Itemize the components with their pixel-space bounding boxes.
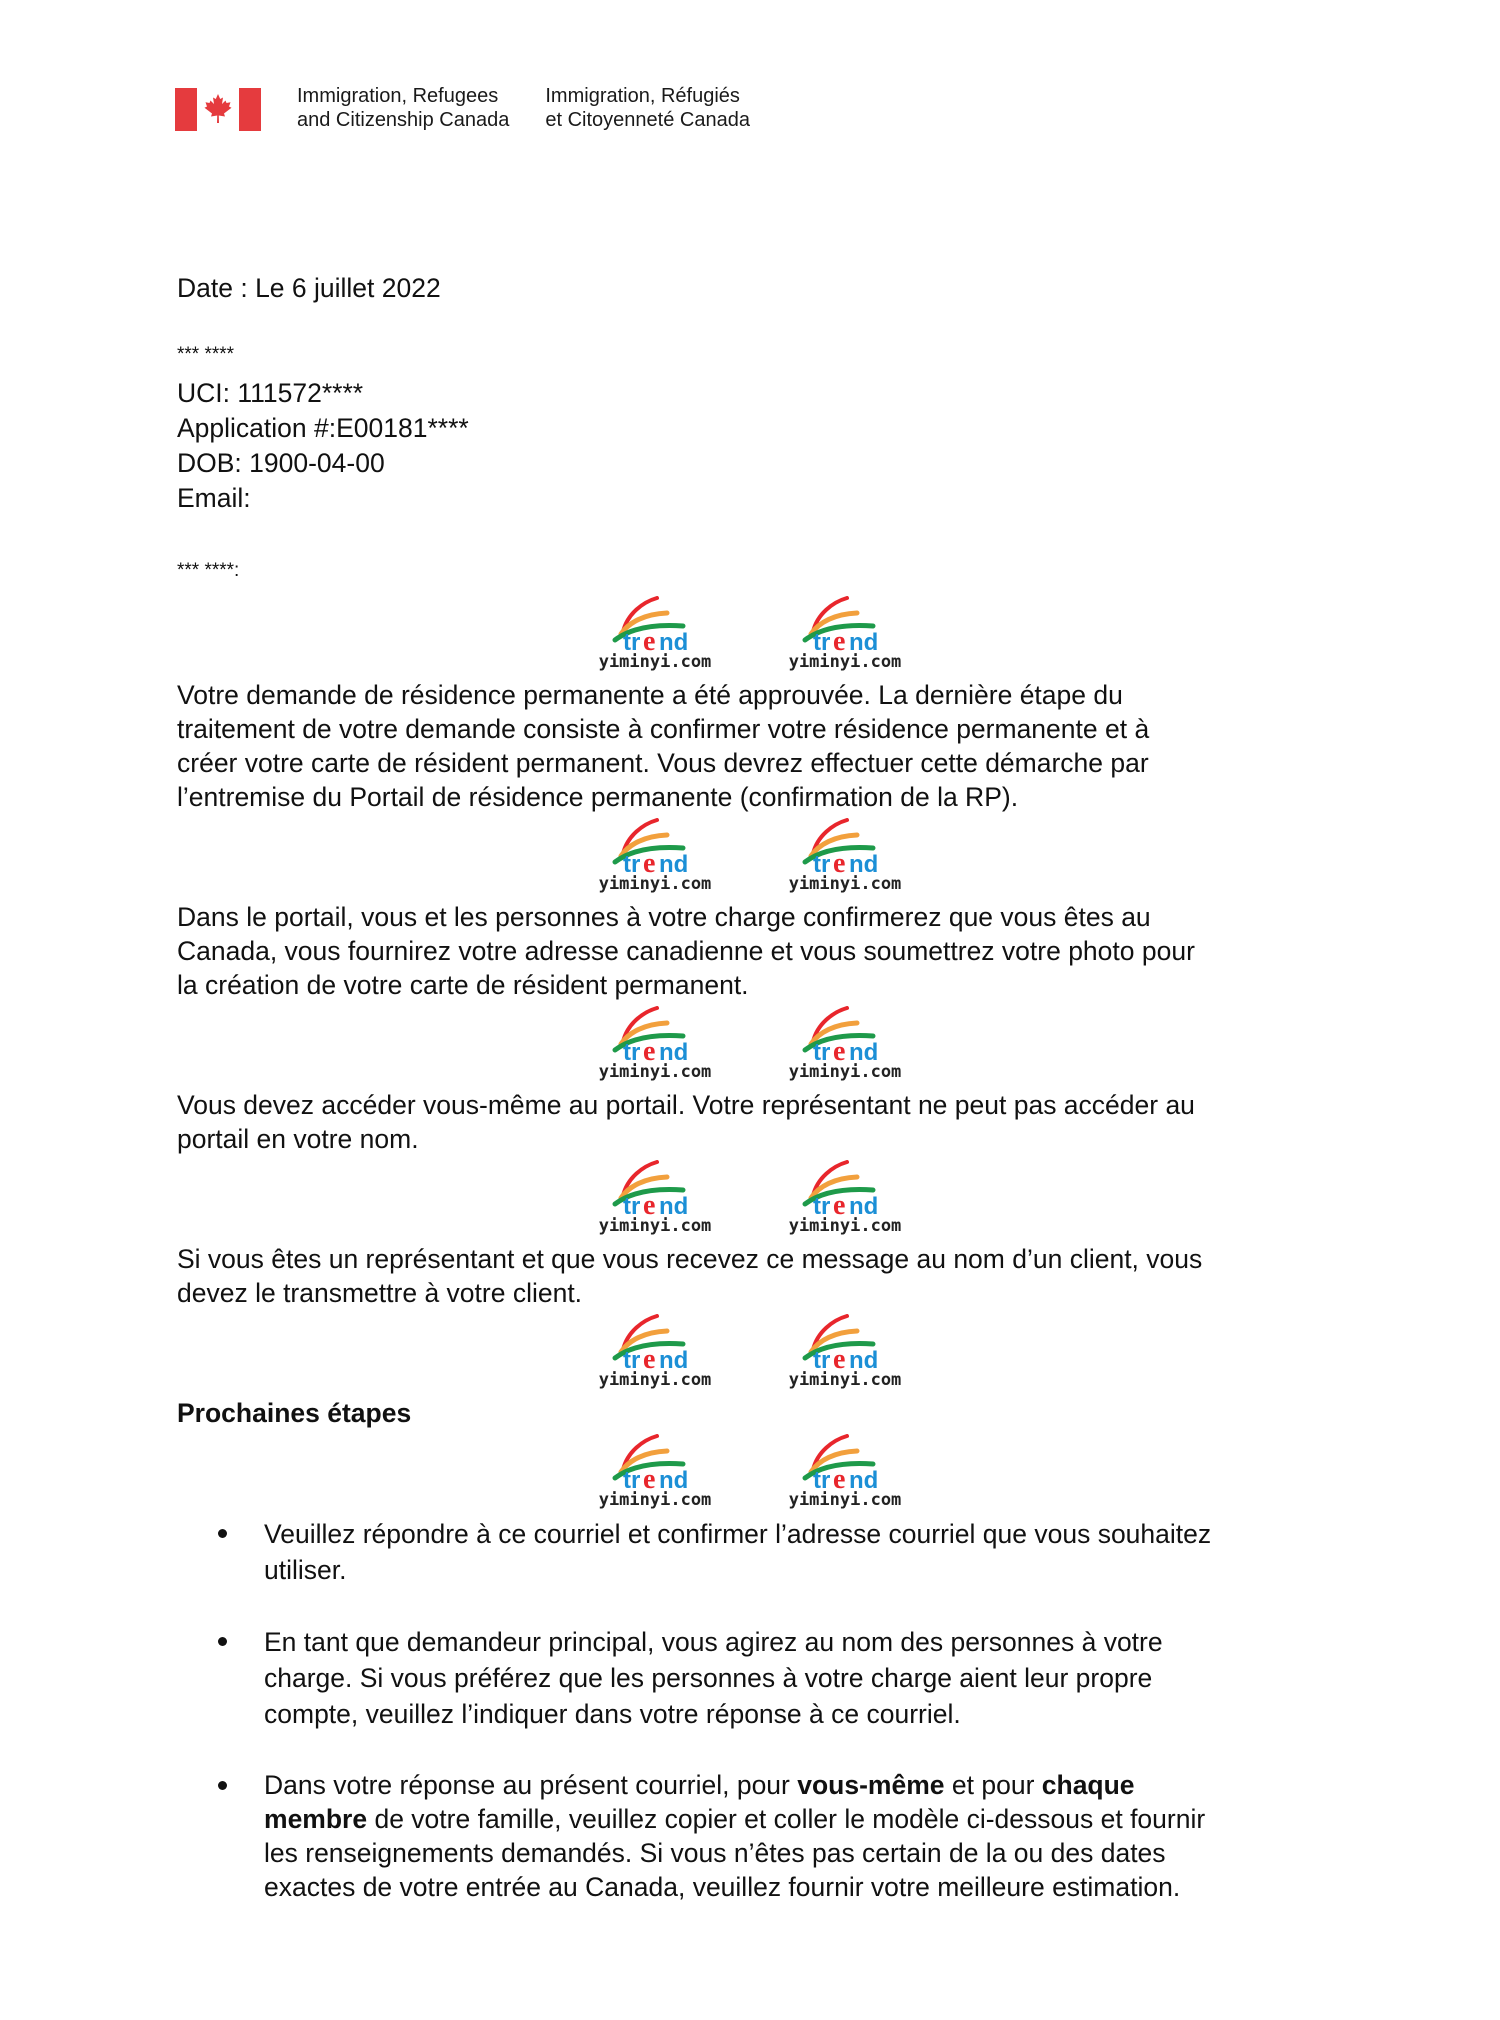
list-item-line bbox=[264, 1768, 1338, 1802]
svg-text:tr: tr bbox=[813, 1193, 831, 1216]
svg-text:e: e bbox=[833, 626, 846, 652]
watermark-logo bbox=[585, 1314, 725, 1390]
trend-logo-icon bbox=[795, 1006, 895, 1062]
watermark-row bbox=[177, 1314, 1337, 1392]
watermark-url: yiminyi.com bbox=[598, 1216, 712, 1236]
watermark-logo bbox=[775, 1314, 915, 1390]
watermark-logo bbox=[775, 1434, 915, 1510]
list-item-line: compte, veuillez l’indiquer dans votre réponse à ce courriel. bbox=[264, 1699, 961, 1729]
list-item-line: exactes de votre entrée au Canada, veuillez fournir votre meilleure estimation. bbox=[264, 1872, 1181, 1902]
watermark-logo bbox=[585, 1160, 725, 1236]
trend-logo-icon bbox=[795, 1314, 895, 1370]
paragraph-line: portail en votre nom. bbox=[177, 1124, 419, 1154]
text-run: Dans votre réponse au présent courriel, pour bbox=[264, 1770, 798, 1800]
bullet-icon bbox=[218, 1529, 227, 1538]
recipient-name: *** **** bbox=[177, 344, 235, 365]
watermark-logo bbox=[775, 1006, 915, 1082]
svg-text:tr: tr bbox=[623, 851, 641, 874]
watermark-logo bbox=[585, 818, 725, 894]
paragraph-line: traitement de votre demande consiste à confirmer votre résidence permanente et à bbox=[177, 714, 1150, 744]
svg-text:tr: tr bbox=[623, 629, 641, 652]
bullet-icon bbox=[218, 1637, 227, 1646]
letterhead bbox=[175, 86, 1500, 134]
svg-text:e: e bbox=[833, 1190, 846, 1216]
list-item bbox=[218, 1768, 1338, 1904]
svg-text:nd: nd bbox=[659, 1193, 689, 1216]
paragraph-line: Dans le portail, vous et les personnes à votre charge confirmerez que vous êtes au bbox=[177, 902, 1151, 932]
svg-text:nd: nd bbox=[849, 851, 879, 874]
trend-logo-icon bbox=[795, 818, 895, 874]
paragraph-approval bbox=[177, 678, 1337, 814]
list-item bbox=[218, 1516, 1338, 1588]
watermark-row bbox=[177, 1160, 1337, 1238]
email-label: Email: bbox=[177, 483, 251, 513]
list-item-line: Veuillez répondre à ce courriel et confirmer l’adresse courriel que vous souhaitez bbox=[264, 1519, 1212, 1549]
svg-text:e: e bbox=[643, 1036, 656, 1062]
paragraph-line: Vous devez accéder vous-même au portail. Votre représentant ne peut pas accéder au bbox=[177, 1090, 1195, 1120]
list-item-line: En tant que demandeur principal, vous agirez au nom des personnes à votre bbox=[264, 1627, 1163, 1657]
department-en-line-1: Immigration, Refugees bbox=[297, 85, 499, 107]
svg-text:tr: tr bbox=[813, 1347, 831, 1370]
watermark-url: yiminyi.com bbox=[598, 874, 712, 894]
letter-date: Date : Le 6 juillet 2022 bbox=[177, 273, 441, 303]
paragraph-line: devez le transmettre à votre client. bbox=[177, 1278, 583, 1308]
date-of-birth: DOB: 1900-04-00 bbox=[177, 448, 385, 478]
paragraph-line: Votre demande de résidence permanente a été approuvée. La dernière étape du bbox=[177, 680, 1123, 710]
svg-text:e: e bbox=[833, 1036, 846, 1062]
trend-logo-icon bbox=[795, 1434, 895, 1490]
watermark-row bbox=[177, 1006, 1337, 1084]
department-en-line-2: and Citizenship Canada bbox=[297, 109, 510, 131]
watermark-url: yiminyi.com bbox=[788, 1216, 902, 1236]
bold-text-run: chaque bbox=[1041, 1770, 1135, 1800]
paragraph-line: Canada, vous fournirez votre adresse canadienne et vous soumettrez votre photo pour bbox=[177, 936, 1195, 966]
svg-text:nd: nd bbox=[849, 1193, 879, 1216]
trend-logo-icon bbox=[605, 1434, 705, 1490]
watermark-url: yiminyi.com bbox=[788, 1490, 902, 1510]
watermark-row bbox=[177, 596, 1337, 674]
trend-logo-icon bbox=[605, 818, 705, 874]
svg-text:tr: tr bbox=[623, 1347, 641, 1370]
bullet-icon bbox=[218, 1781, 227, 1790]
watermark-url: yiminyi.com bbox=[598, 1370, 712, 1390]
bold-text-run: membre bbox=[264, 1804, 368, 1834]
paragraph-representative bbox=[177, 1242, 1337, 1310]
watermark-logo bbox=[585, 1434, 725, 1510]
svg-text:e: e bbox=[833, 1344, 846, 1370]
svg-text:e: e bbox=[643, 1464, 656, 1490]
trend-logo-icon bbox=[605, 1160, 705, 1216]
bold-text-run: vous-même bbox=[797, 1770, 945, 1800]
watermark-url: yiminyi.com bbox=[598, 1490, 712, 1510]
svg-text:nd: nd bbox=[659, 851, 689, 874]
list-item-line bbox=[264, 1802, 1338, 1836]
list-item-line: utiliser. bbox=[264, 1555, 347, 1585]
svg-text:e: e bbox=[643, 626, 656, 652]
department-fr-line-2: et Citoyenneté Canada bbox=[545, 109, 750, 131]
svg-text:nd: nd bbox=[849, 1347, 879, 1370]
watermark-url: yiminyi.com bbox=[788, 1062, 902, 1082]
svg-text:nd: nd bbox=[659, 1039, 689, 1062]
application-number: Application #:E00181**** bbox=[177, 413, 469, 443]
trend-logo-icon bbox=[605, 1314, 705, 1370]
paragraph-line: la création de votre carte de résident permanent. bbox=[177, 970, 749, 1000]
svg-text:e: e bbox=[833, 848, 846, 874]
watermark-logo bbox=[775, 596, 915, 672]
svg-text:tr: tr bbox=[813, 1039, 831, 1062]
paragraph-line: Si vous êtes un représentant et que vous recevez ce message au nom d’un client, vous bbox=[177, 1244, 1203, 1274]
letter-body bbox=[177, 271, 1337, 1904]
watermark-url: yiminyi.com bbox=[788, 1370, 902, 1390]
svg-text:e: e bbox=[643, 848, 656, 874]
next-steps-heading: Prochaines étapes bbox=[177, 1398, 412, 1428]
watermark-logo bbox=[585, 1006, 725, 1082]
department-name-french bbox=[545, 84, 750, 132]
svg-text:tr: tr bbox=[813, 851, 831, 874]
svg-text:e: e bbox=[833, 1464, 846, 1490]
svg-text:nd: nd bbox=[849, 1039, 879, 1062]
trend-logo-icon bbox=[605, 1006, 705, 1062]
svg-text:tr: tr bbox=[813, 1467, 831, 1490]
svg-text:tr: tr bbox=[623, 1039, 641, 1062]
canada-flag-icon bbox=[175, 88, 261, 131]
watermark-url: yiminyi.com bbox=[788, 874, 902, 894]
trend-logo-icon bbox=[605, 596, 705, 652]
trend-logo-icon bbox=[795, 1160, 895, 1216]
list-item-line: charge. Si vous préférez que les personnes à votre charge aient leur propre bbox=[264, 1663, 1153, 1693]
watermark-url: yiminyi.com bbox=[788, 652, 902, 672]
watermark-url: yiminyi.com bbox=[598, 652, 712, 672]
watermark-row bbox=[177, 1434, 1337, 1512]
department-name-english bbox=[297, 84, 509, 132]
svg-text:nd: nd bbox=[659, 1347, 689, 1370]
paragraph-portal bbox=[177, 900, 1337, 1002]
svg-text:tr: tr bbox=[813, 629, 831, 652]
next-steps-list bbox=[218, 1516, 1338, 1904]
svg-text:nd: nd bbox=[659, 1467, 689, 1490]
paragraph-line: l’entremise du Portail de résidence permanente (confirmation de la RP). bbox=[177, 782, 1019, 812]
paragraph-line: créer votre carte de résident permanent. Vous devrez effectuer cette démarche par bbox=[177, 748, 1149, 778]
watermark-row bbox=[177, 818, 1337, 896]
list-item-line: les renseignements demandés. Si vous n’êtes pas certain de la ou des dates bbox=[264, 1838, 1166, 1868]
svg-text:e: e bbox=[643, 1190, 656, 1216]
salutation: *** ****: bbox=[177, 560, 240, 581]
svg-text:nd: nd bbox=[849, 1467, 879, 1490]
svg-text:e: e bbox=[643, 1344, 656, 1370]
watermark-logo bbox=[775, 818, 915, 894]
svg-text:nd: nd bbox=[849, 629, 879, 652]
paragraph-access bbox=[177, 1088, 1337, 1156]
watermark-url: yiminyi.com bbox=[598, 1062, 712, 1082]
svg-text:tr: tr bbox=[623, 1193, 641, 1216]
watermark-logo bbox=[775, 1160, 915, 1236]
department-fr-line-1: Immigration, Réfugiés bbox=[545, 85, 740, 107]
uci-number: UCI: 111572**** bbox=[177, 378, 364, 408]
text-run: et pour bbox=[944, 1770, 1042, 1800]
watermark-logo bbox=[585, 596, 725, 672]
trend-logo-icon bbox=[795, 596, 895, 652]
svg-text:tr: tr bbox=[623, 1467, 641, 1490]
list-item bbox=[218, 1624, 1338, 1732]
text-run: de votre famille, veuillez copier et coller le modèle ci-dessous et fournir bbox=[367, 1804, 1206, 1834]
svg-text:nd: nd bbox=[659, 629, 689, 652]
